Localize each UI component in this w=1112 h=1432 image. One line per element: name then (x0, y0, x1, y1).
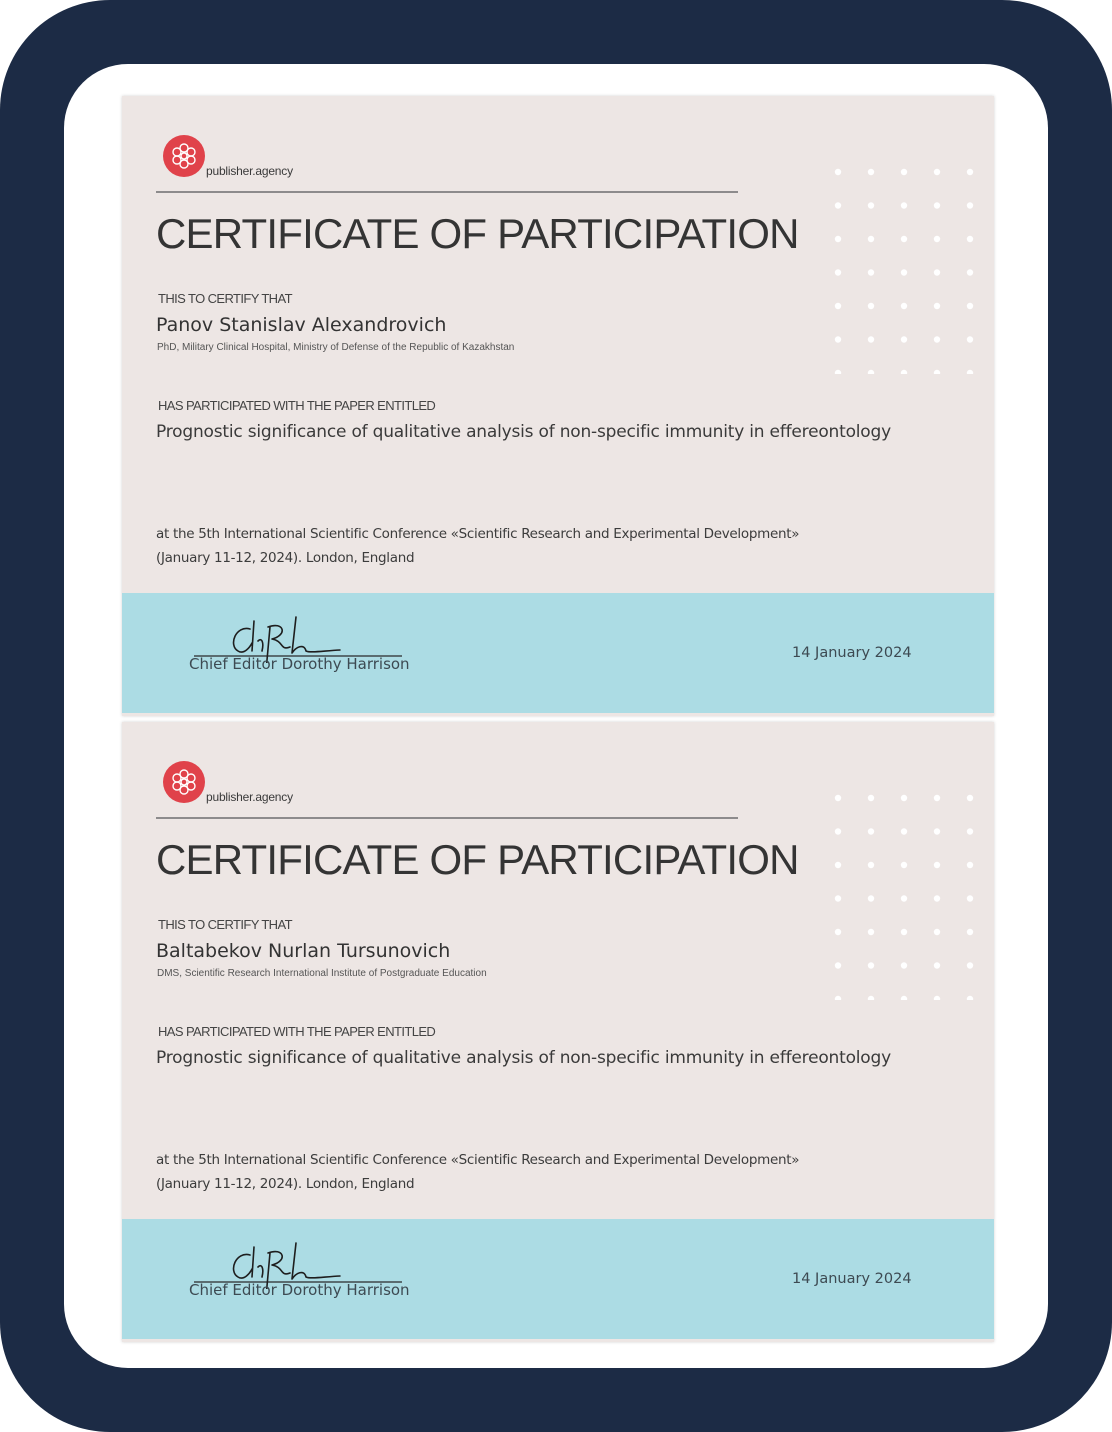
decorative-dot (868, 828, 874, 834)
decorative-dot (934, 303, 940, 309)
logo-text: publisher.agency (206, 790, 293, 804)
decorative-dot (868, 303, 874, 309)
header-divider (156, 191, 738, 193)
decorative-dot (835, 169, 841, 175)
signature-band (122, 593, 994, 713)
conference-line: (January 11-12, 2024). London, England (156, 1176, 415, 1192)
recipient-affiliation: PhD, Military Clinical Hospital, Ministry of Defense of the Republic of Kazakhstan (157, 342, 515, 353)
chief-editor: Chief Editor Dorothy Harrison (189, 655, 410, 673)
decorative-dot (835, 336, 841, 342)
dot-pattern (830, 790, 980, 1000)
decorative-dot (967, 929, 973, 935)
decorative-dot (868, 370, 874, 374)
decorative-dot (934, 795, 940, 801)
decorative-dot (934, 996, 940, 1000)
decorative-dot (967, 236, 973, 242)
decorative-dot (901, 202, 907, 208)
decorative-dot (868, 929, 874, 935)
paper-title: Prognostic significance of qualitative analysis of non-specific immunity in effereontology (156, 1048, 891, 1068)
decorative-dot (835, 962, 841, 968)
decorative-dot (901, 336, 907, 342)
decorative-dot (835, 795, 841, 801)
publisher-logo-icon (162, 760, 206, 804)
decorative-dot (967, 895, 973, 901)
signature-band (122, 1219, 994, 1339)
decorative-dot (901, 370, 907, 374)
decorative-dot (835, 929, 841, 935)
decorative-dot (901, 169, 907, 175)
recipient-affiliation: DMS, Scientific Research International Institute of Postgraduate Education (157, 968, 487, 979)
conference-line: at the 5th International Scientific Conference «Scientific Research and Experimental Development» (156, 1152, 800, 1168)
decorative-dot (835, 862, 841, 868)
decorative-dot (901, 236, 907, 242)
certificate-card (122, 722, 994, 1342)
decorative-dot (835, 828, 841, 834)
decorative-dot (934, 828, 940, 834)
decorative-dot (868, 795, 874, 801)
decorative-dot (901, 929, 907, 935)
decorative-dot (835, 202, 841, 208)
decorative-dot (901, 862, 907, 868)
decorative-dot (967, 336, 973, 342)
certify-label: THIS TO CERTIFY THAT (158, 291, 292, 306)
certify-label: THIS TO CERTIFY THAT (158, 917, 292, 932)
decorative-dot (967, 996, 973, 1000)
paper-title: Prognostic significance of qualitative analysis of non-specific immunity in effereontology (156, 422, 891, 442)
decorative-dot (934, 895, 940, 901)
participated-label: HAS PARTICIPATED WITH THE PAPER ENTITLED (158, 1024, 436, 1039)
decorative-dot (934, 929, 940, 935)
decorative-dot (967, 370, 973, 374)
decorative-dot (868, 269, 874, 275)
decorative-dot (934, 336, 940, 342)
decorative-dot (934, 202, 940, 208)
decorative-dot (901, 269, 907, 275)
issue-date: 14 January 2024 (792, 1271, 912, 1287)
decorative-dot (901, 895, 907, 901)
decorative-dot (868, 862, 874, 868)
decorative-dot (868, 169, 874, 175)
publisher-logo-icon (162, 134, 206, 178)
logo-text: publisher.agency (206, 164, 293, 178)
decorative-dot (835, 236, 841, 242)
decorative-dot (967, 169, 973, 175)
conference-details (156, 1148, 976, 1196)
decorative-dot (967, 828, 973, 834)
decorative-dot (868, 236, 874, 242)
decorative-dot (934, 370, 940, 374)
decorative-dot (868, 336, 874, 342)
conference-line: at the 5th International Scientific Conference «Scientific Research and Experimental Development» (156, 526, 800, 542)
decorative-dot (967, 962, 973, 968)
recipient-name: Panov Stanislav Alexandrovich (156, 314, 447, 336)
decorative-dot (901, 303, 907, 309)
chief-editor: Chief Editor Dorothy Harrison (189, 1281, 410, 1299)
certificate-title: CERTIFICATE OF PARTICIPATION (156, 210, 799, 257)
decorative-dot (835, 996, 841, 1000)
decorative-dot (901, 795, 907, 801)
conference-details (156, 522, 976, 570)
conference-line: (January 11-12, 2024). London, England (156, 550, 415, 566)
issue-date: 14 January 2024 (792, 645, 912, 661)
decorative-dot (934, 862, 940, 868)
decorative-dot (934, 269, 940, 275)
decorative-dot (967, 862, 973, 868)
decorative-dot (901, 996, 907, 1000)
decorative-dot (835, 269, 841, 275)
decorative-dot (967, 269, 973, 275)
decorative-dot (967, 795, 973, 801)
decorative-dot (835, 370, 841, 374)
decorative-dot (835, 895, 841, 901)
decorative-dot (868, 202, 874, 208)
dot-pattern (830, 164, 980, 374)
decorative-dot (934, 236, 940, 242)
decorative-dot (868, 962, 874, 968)
participated-label: HAS PARTICIPATED WITH THE PAPER ENTITLED (158, 398, 436, 413)
recipient-name: Baltabekov Nurlan Tursunovich (156, 940, 451, 962)
header-divider (156, 817, 738, 819)
decorative-dot (835, 303, 841, 309)
decorative-dot (901, 962, 907, 968)
certificate-title: CERTIFICATE OF PARTICIPATION (156, 836, 799, 883)
decorative-dot (868, 895, 874, 901)
decorative-dot (934, 169, 940, 175)
decorative-dot (967, 202, 973, 208)
decorative-dot (868, 996, 874, 1000)
decorative-dot (967, 303, 973, 309)
certificate-card (122, 96, 994, 716)
decorative-dot (901, 828, 907, 834)
decorative-dot (934, 962, 940, 968)
